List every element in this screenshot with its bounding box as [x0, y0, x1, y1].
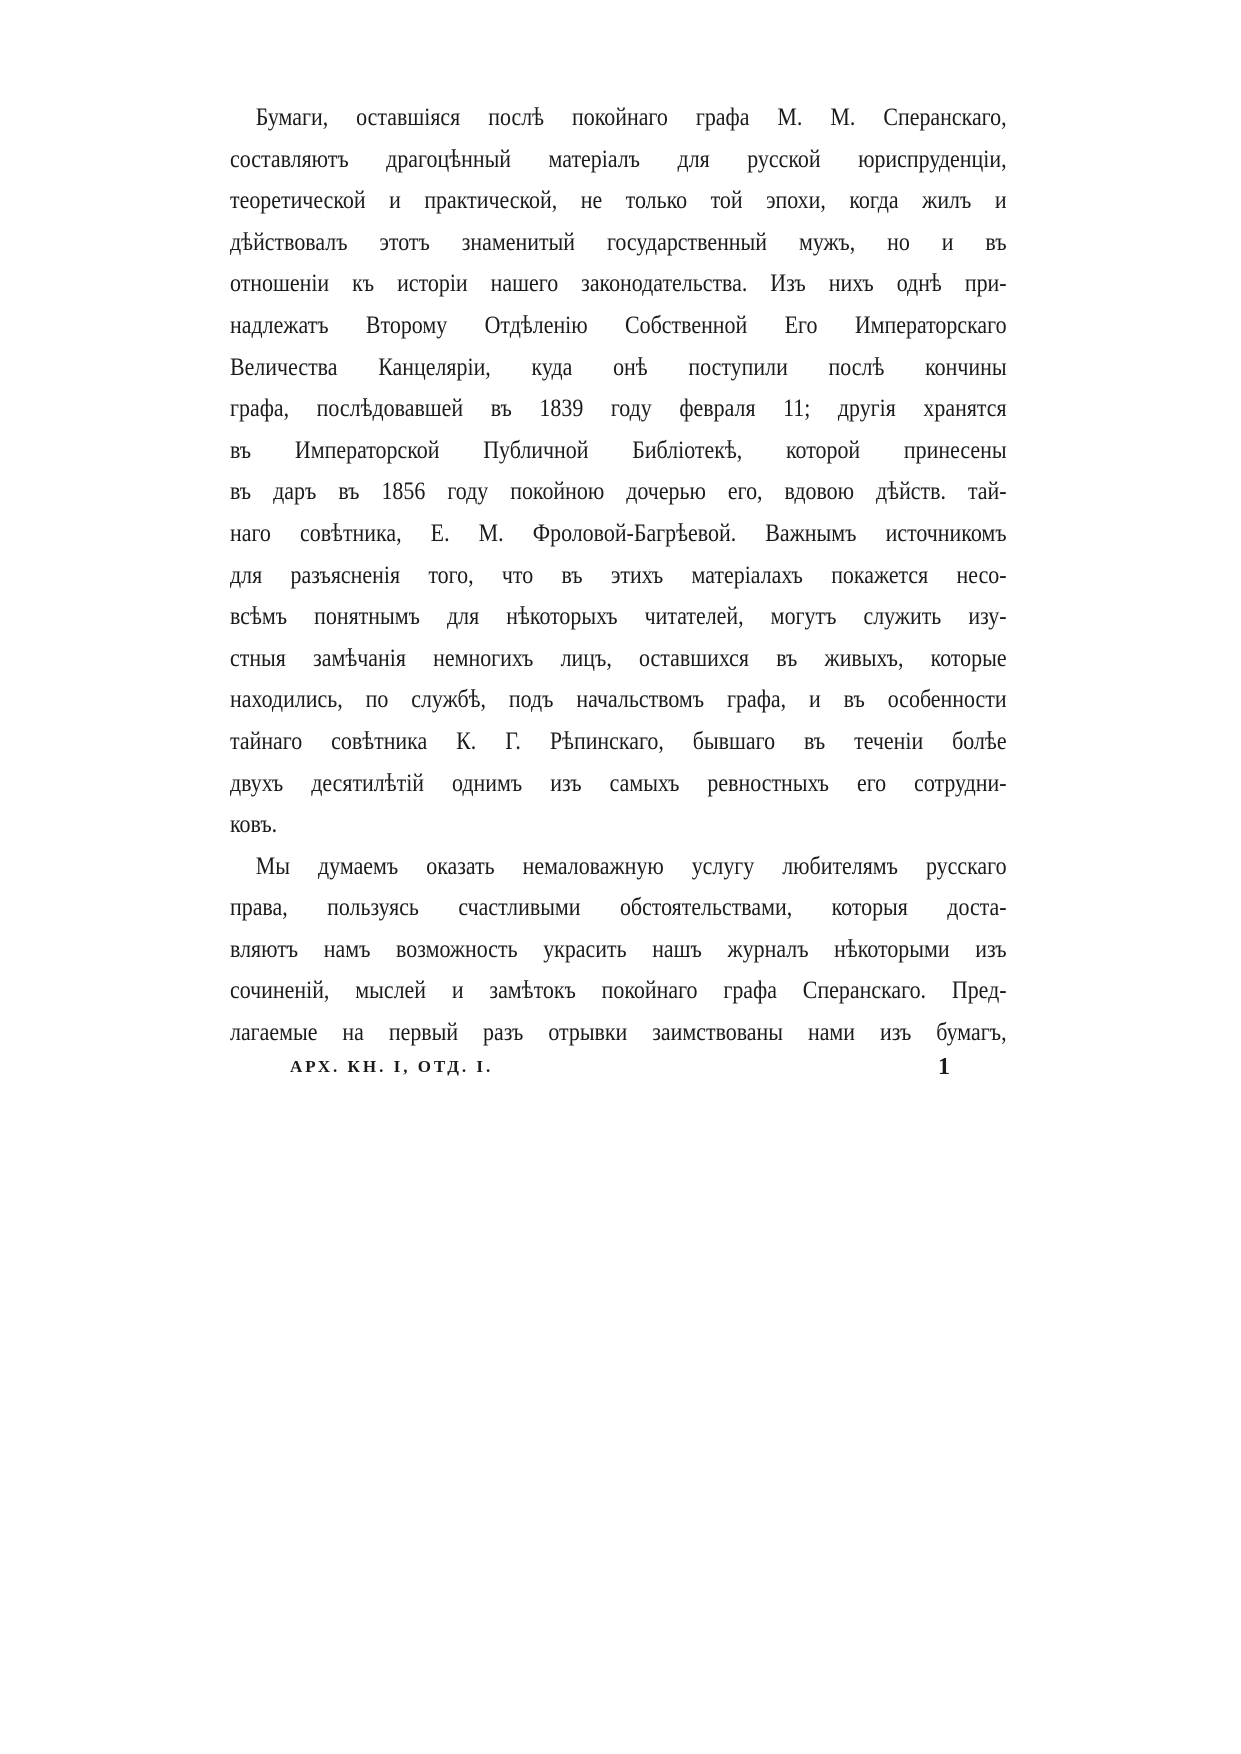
body-text [230, 96, 1007, 1053]
text-line: для разъясненія того, что въ этихъ матеріалахъ покажется несо- [230, 559, 1007, 589]
text-line: Бумаги, оставшіяся послѣ покойнаго графа М. М. Сперанскаго, [255, 102, 1007, 131]
text-line: двухъ десятилѣтій однимъ изъ самыхъ ревностныхъ его сотрудни- [230, 767, 1007, 797]
text-line: теоретической и практической, не только той эпохи, когда жилъ и [230, 185, 1007, 215]
text-line: въ даръ въ 1856 году покойною дочерью его, вдовою дѣйств. тай- [230, 476, 1007, 506]
text-line: Мы думаемъ оказать немаловажную услугу любителямъ русскаго [255, 850, 1007, 880]
text-line: всѣмъ понятнымъ для нѣкоторыхъ читателей, могутъ служить изу- [230, 601, 1007, 631]
text-line: лагаемые на первый разъ отрывки заимствованы нами изъ бумагъ, [230, 1017, 1007, 1047]
text-line: находились, по службѣ, подъ начальствомъ графа, и въ особенности [230, 684, 1007, 714]
text-line: надлежатъ Второму Отдѣленію Собственной Его Императорскаго [230, 309, 1007, 339]
text-line: графа, послѣдовавшей въ 1839 году февраля 11; другія хранятся [230, 393, 1007, 423]
paragraph-2 [230, 845, 1007, 1053]
text-line: тайнаго совѣтника К. Г. Рѣпинскаго, бывшаго въ теченіи болѣе [230, 725, 1007, 755]
text-line: стныя замѣчанія немногихъ лицъ, оставшихся въ живыхъ, которые [230, 642, 1007, 672]
printer-signature: АРХ. КН. I, ОТД. I. [290, 1057, 494, 1076]
text-line: ковъ. [230, 809, 278, 839]
page-footer [290, 1052, 950, 1082]
text-line: въ Императорской Публичной Библіотекѣ, которой принесены [230, 434, 1007, 464]
text-line: права, пользуясь счастливыми обстоятельствами, которыя доста- [230, 892, 1007, 922]
text-line: Величества Канцеляріи, куда онѣ поступили послѣ кончины [230, 351, 1007, 381]
text-line: наго совѣтника, Е. М. Фроловой-Багрѣевой. Важнымъ источникомъ [230, 517, 1007, 547]
text-line: сочиненій, мыслей и замѣтокъ покойнаго графа Сперанскаго. Пред- [230, 975, 1007, 1005]
text-line: отношеніи къ исторіи нашего законодательства. Изъ нихъ однѣ при- [230, 268, 1007, 298]
text-line: дѣйствовалъ этотъ знаменитый государственный мужъ, но и въ [230, 226, 1007, 256]
text-line: составляютъ драгоцѣнный матеріалъ для русской юриспруденціи, [230, 143, 1007, 173]
text-line: вляютъ намъ возможность украсить нашъ журналъ нѣкоторыми изъ [230, 933, 1007, 963]
paragraph-1 [230, 96, 1007, 845]
page-number: 1 [938, 1054, 950, 1080]
